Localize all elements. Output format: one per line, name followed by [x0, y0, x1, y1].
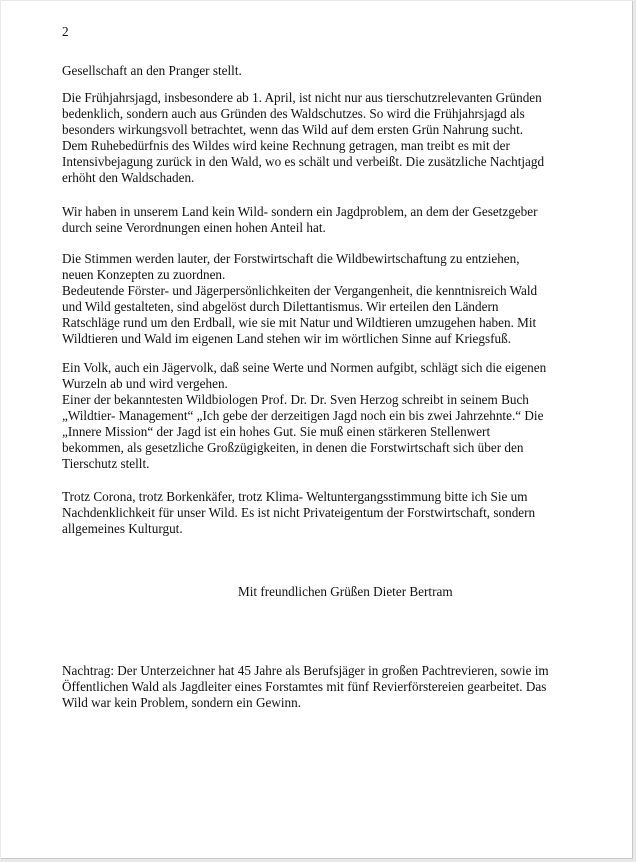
paragraph-line: erhöht den Waldschaden.: [62, 170, 195, 185]
paragraph-line: und Wild gestalteten, sind abgelöst durch Dilettantismus. Wir erteilen den Ländern: [62, 299, 499, 314]
postscript-line: Öffentlichen Wald als Jagdleiter eines Forstamtes mit fünf Revierförstereien gearbeitet. Das: [62, 679, 547, 694]
paragraph-line: Wir haben in unserem Land kein Wild- sondern ein Jagdproblem, an dem der Gesetzgeber: [62, 204, 538, 219]
paragraph-line: „Wildtier- Management“ „Ich gebe der derzeitigen Jagd noch ein bis zwei Jahrzehnte.“ Die: [62, 408, 544, 423]
paragraph-line: durch seine Verordnungen einen hohen Anteil hat.: [62, 220, 326, 235]
document-page: [1, 1, 633, 859]
paragraph-line: Trotz Corona, trotz Borkenkäfer, trotz Klima- Weltuntergangsstimmung bitte ich Sie um: [62, 489, 528, 504]
postscript-line: Nachtrag: Der Unterzeichner hat 45 Jahre als Berufsjäger in großen Pachtrevieren, sowie im: [62, 663, 549, 678]
paragraph-line: bedenklich, sondern auch aus Gründen des Waldschutzes. So wird die Frühjahrsjagd als: [62, 106, 525, 121]
postscript-line: Wild war kein Problem, sondern ein Gewinn.: [62, 695, 301, 710]
paragraph-line: Gesellschaft an den Pranger stellt.: [62, 63, 242, 78]
paragraph-line: Wurzeln ab und wird vergehen.: [62, 376, 228, 391]
paragraph-line: Ratschläge rund um den Erdball, wie sie mit Natur und Wildtieren umzugehen haben. Mit: [62, 315, 537, 330]
paragraph-line: Ein Volk, auch ein Jägervolk, daß seine Werte und Normen aufgibt, schlägt sich die eigenen: [62, 360, 547, 375]
paragraph-line: Die Stimmen werden lauter, der Forstwirtschaft die Wildbewirtschaftung zu entziehen,: [62, 251, 520, 266]
paragraph-line: Tierschutz stellt.: [62, 456, 150, 471]
closing-signature: Mit freundlichen Grüßen Dieter Bertram: [238, 584, 453, 599]
page-number: 2: [62, 24, 69, 39]
paragraph-line: „Innere Mission“ der Jagd ist ein hohes Gut. Sie muß einen stärkeren Stellenwert: [62, 424, 491, 439]
paragraph-line: besonders wirkungsvoll betrachtet, wenn das Wild auf dem ersten Grün Nahrung sucht.: [62, 122, 524, 137]
paragraph-line: Dem Ruhebedürfnis des Wildes wird keine Rechnung getragen, man treibt es mit der: [62, 138, 510, 153]
paragraph-line: Bedeutende Förster- und Jägerpersönlichkeiten der Vergangenheit, die kenntnisreich Wald: [62, 283, 538, 298]
paragraph-line: Einer der bekanntesten Wildbiologen Prof. Dr. Dr. Sven Herzog schreibt in seinem Buch: [62, 392, 529, 407]
paragraph-line: allgemeines Kulturgut.: [62, 521, 183, 536]
paragraph-line: Nachdenklichkeit für unser Wild. Es ist nicht Privateigentum der Forstwirtschaft, sondern: [62, 505, 536, 520]
paragraph-line: bekommen, als gesetzliche Großzügigkeiten, in denen die Forstwirtschaft sich über den: [62, 440, 524, 455]
paragraph-line: Intensivbejagung zurück in den Wald, wo es schält und verbeißt. Die zusätzliche Nachtjagd: [62, 154, 545, 169]
paragraph-line: neuen Konzepten zu zuordnen.: [62, 267, 226, 282]
paragraph-line: Wildtieren und Wald im eigenen Land stehen wir im wörtlichen Sinne auf Kriegsfuß.: [62, 331, 511, 346]
paragraph-line: Die Frühjahrsjagd, insbesondere ab 1. April, ist nicht nur aus tierschutzrelevanten Gründen: [62, 90, 542, 105]
